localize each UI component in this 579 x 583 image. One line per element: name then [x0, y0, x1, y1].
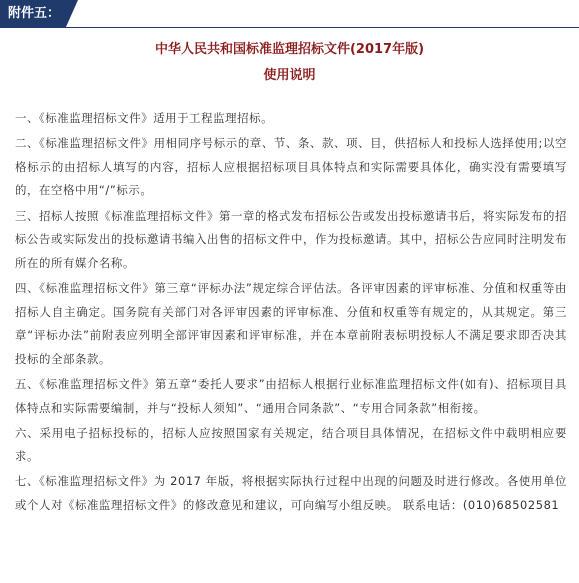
document-title: 中华人民共和国标准监理招标文件(2017年版): [154, 42, 425, 57]
paragraph-5: 五、《标准监理招标文件》第五章“委托人要求”由招标人根据行业标准监理招标文件(如有)、招标项目具体特点和实际需要编制，并与“投标人须知”、“通用合同条款”、“专用合同条款”相衔接。: [15, 376, 567, 415]
paragraph-6: 六、采用电子招标投标的，招标人应按照国家有关规定，结合项目具体情况，在招标文件中载明相应要求。: [15, 425, 567, 464]
paragraph-4: 四、《标准监理招标文件》第三章“评标办法”规定综合评估法。各评审因素的评审标准、分值和权重等由招标人自主确定。国务院有关部门对各评审因素的评审标准、分值和权重等有规定的，从其规定。第三章“评标办法”前附表应列明全部评审因素和评审标准，并在本章前附表标明投标人不满足要求即否决其投标的全部条款。: [15, 280, 567, 366]
paragraph-2: 二、《标准监理招标文件》用相同序号标示的章、节、条、款、项、目，供招标人和投标人选择使用;以空格标示的由招标人填写的内容，招标人应根据招标项目具体特点和实际需要具体化，确实没有需要填写的，在空格中用“/”标示。: [15, 136, 567, 198]
paragraph-3: 三、招标人按照《标准监理招标文件》第一章的格式发布招标公告或发出投标邀请书后，将实际发布的招标公告或实际发出的投标邀请书编入出售的招标文件中，作为投标邀请。其中，招标公告应同时注明发布所在的所有媒介名称。: [15, 208, 567, 270]
paragraph-7: 七、《标准监理招标文件》为 2017 年版，将根据实际执行过程中出现的问题及时进行修改。各使用单位或个人对《标准监理招标文件》的修改意见和建议，可向编写小组反映。 联系电话：(010)68502581: [15, 474, 567, 513]
paragraph-1: 一、《标准监理招标文件》适用于工程监理招标。: [15, 111, 274, 125]
instructions-body: [15, 107, 567, 519]
attachment-label: 附件五：: [8, 6, 61, 21]
document-subtitle: 使用说明: [263, 68, 316, 83]
header-divider: [0, 27, 579, 28]
